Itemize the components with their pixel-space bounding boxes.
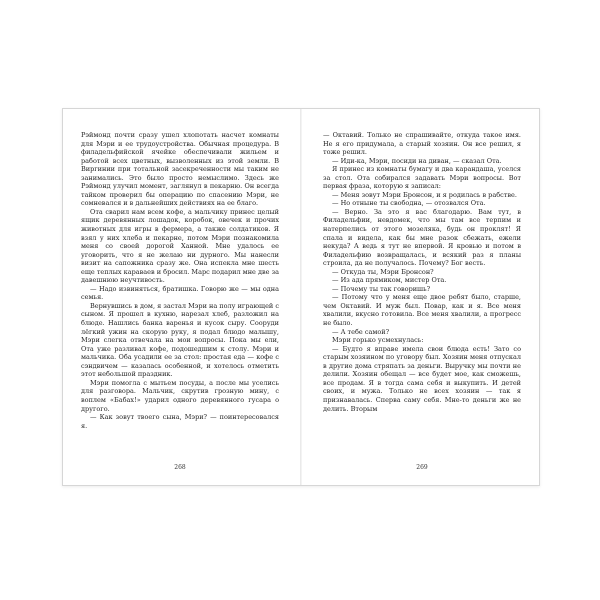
paragraph: — Меня зовут Мэри Бронсон, и я родилась в рабстве. (332, 190, 517, 199)
book-spine (300, 109, 302, 485)
paragraph: — Будто я вправе имела свои блюда есть! Зато со старым хозяином по уговору был. Хозяин меня отпускал в другие дома стряпать за деньги. Выручку мы почти не делили. Хозяин обещал — все будет мое, как сможешь, все продам. Я в тогда сама себя и выкупить. И детей своих, и мужа. Только не всех хозяин — так я признавалась. Сперва саму себя. Мне-то деньги же не делить. Вторым (323, 344, 521, 413)
paragraph: — Надо извиняться, братишка. Говорю же — мы одна семья. (81, 284, 279, 302)
paragraph: — Верно. За это я вас благодарю. Вам тут, в Филадельфии, невдомек, что мы там все терпим и натерпелись от этого мозеляка, будь он проклят! Я спала и видела, как бы мне разок сбежать, ежели некуда? А ведь я тут не впервой. Я кровью и потом в Филадельфию возвращалась, и всякий раз я планы строила, да не получалось. Почему? Бог весть. (323, 207, 521, 268)
paragraph: Я принес из комнаты бумагу и два карандаша, уселся за стол. Ота собирался задавать Мэри вопросы. Вот первая фраза, которую я записал: (323, 165, 521, 191)
paragraph: — Откуда ты, Мэри Бронсон? (332, 267, 434, 276)
paragraph: Вернувшись в дом, я застал Мэри на полу играющей с сыном. Я прошел в кухню, нарезал хлеб, разложил на блюде. Нашлись банка варенья и кусок сыру. Сооруди лёгкий ужин на скорую руку, я подал блюдо малышу, Мэри слегка отвечала на мои вопросы. Пока мы ели, Ота уже разливал кофе, подошедшим к столу. Мэри и мальчика. Оба усадили ее за стол: простая еда — кофе с сэндвичем — казалась особенной, и хотелось отметить этот небольшой праздник. (81, 301, 279, 379)
page-number: 269 (416, 464, 428, 472)
paragraph: — Октавий. Только не спрашивайте, откуда такое имя. Не я его придумала, а старый хозяин. Он все решил, я тоже решил. (323, 131, 521, 157)
paragraph: — Иди-ка, Мэри, посиди на диван, — сказал Ота. (332, 156, 502, 165)
paragraph: Рэймонд почти сразу ушел хлопотать насчет комнаты для Мэри и ее трудоустройства. Обычная процедура. В филадельфийской ячейке обеспечивали жильем и работой всех цветных, вызволенных из этой земли. В Виргинии при тотальной засекреченности мы таким не занимались. Это было просто немыслимо. Здесь же Рэймонд улучил момент, заглянул в пекарню. Он всегда тайком проверил бы операцию по спасению Мэри, не сомневался и в дальнейших действиях на ее благо. (81, 131, 279, 208)
paragraph: — Потому что у меня еще двое ребят было, старше, чем Октавий. И муж был. Повар, как и я. Все меня хвалили, вкусно готовила. Все меня хвалили, а прогресс не было. (323, 293, 521, 328)
page-number: 268 (174, 464, 186, 472)
paragraph: Ота сварил нам всем кофе, а мальчику принес целый ящик деревянных лошадок, коробок, овечек и прочих животных для игры в фермера, а также солдатиков. Я взял у них хлеба и пекарне, потом Мэри познакомила меня со своей дорогой Ханной. Мне удалось ее уговорить, что я не желаю ни дурного. Мы нанесли визит на сапожника сразу же. Она испекла мне шесть еще теплых караваев и бросил. Марс подарил мне две за давешнюю неучтивость. (81, 207, 279, 285)
paragraph: — Из ада прямиком, мистер Ота. (332, 276, 447, 285)
paragraph: — А тебе самой? (332, 327, 390, 336)
right-page (323, 131, 521, 471)
paragraph: — Но отныне ты свободна, — отозвался Ота. (332, 199, 486, 208)
paragraph: Мэри помогла с мытьем посуды, а после мы уселись для разговора. Мальчик, скрутив грозную мину, с воплем «Бабах!» ударил одного деревянного гусара о другого. (81, 378, 279, 413)
left-page (81, 131, 279, 471)
paragraph: — Как зовут твоего сына, Мэри? — поинтересовался я. (81, 413, 279, 430)
paragraph: — Почему ты так говоришь? (332, 284, 431, 293)
book-spread (62, 108, 540, 486)
paragraph: Мэри горько усмехнулась: (332, 336, 424, 345)
